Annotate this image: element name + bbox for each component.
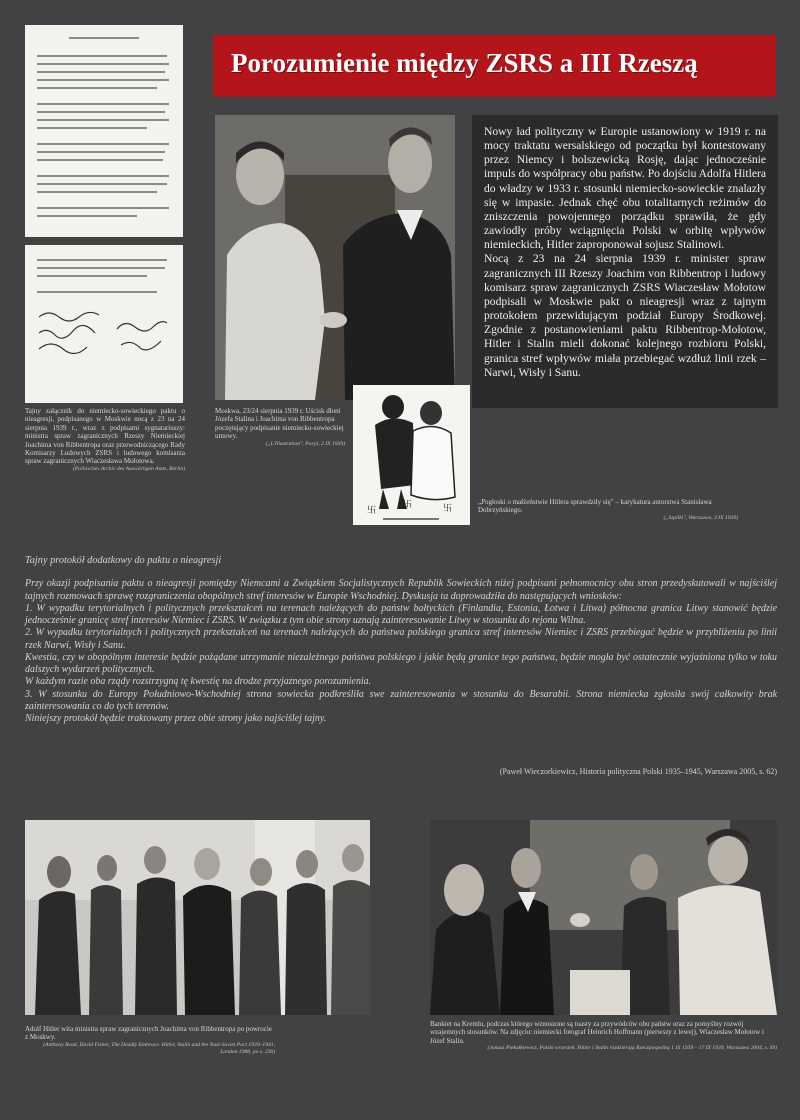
banquet-photo-caption: Bankiet na Kremlu, podczas którego wznoszone są toasty za przywódców obu państw oraz za pomyślny rozwój wzajemnych stosunków. Na zdjęciu: niemiecki fotograf Heinrich Hoffmann (pierwszy z lewej), Wiaczesław Mołotow i Józef Stalin. (Janusz Piekałkiewicz, Polski wrzesień. Hitler i Stalin rozdzierają Rzeczpospolitą 1 IX 1939 – 17 IX 1939, Warszawa 2004, s. 49) <box>430 1020 777 1052</box>
stalin-ribbentrop-handshake-photo <box>215 115 455 400</box>
intro-paragraph-2: Nocą z 23 na 24 sierpnia 1939 r. minister spraw zagranicznych III Rzeszy Joachim von Ribbentrop i ludowy komisarz spraw zagranicznych ZSRS Wiaczesław Mołotow podpisali w Moskwie pakt o nieagresji wraz z tajnym protokołem przewidującym podział Europy Środkowej. Zgodnie z postanowieniami paktu Ribbentrop-Mołotow, Hitler i Stalin mieli dokonać kolejnego rozbioru Polski, granica stref wpływów miała przebiegać wzdłuż linii rzek – Narwi, Wisły i Sanu. <box>484 252 766 379</box>
protocol-paragraph: 1. W wypadku terytorialnych i politycznych przekształceń na terenach należących do państw bałtyckich (Finlandia, Estonia, Łotwa i Litwa) północna granica Litwy stanowić będzie jednocześnie granicę stref interesów Niemiec i ZSRS. W związku z tym obie strony uznają zainteresowanie Litwy w stosunku do rejonu Wilna. <box>25 602 777 626</box>
protocol-paragraph: Niniejszy protokół będzie traktowany przez obie strony jako najściślej tajny. <box>25 713 327 724</box>
protocol-paragraph: Kwestia, czy w obopólnym interesie będzie pożądane utrzymanie niezależnego państwa polskiego i jakie będą granice tego państwa, będzie mogła być ostatecznie wyjaśniona tylko w toku dalszych wydarzeń politycznych. <box>25 651 777 675</box>
protocol-paragraph: 2. W wypadku terytorialnych i politycznych przekształceń na terenach należących do państwa polskiego granica stref interesów Niemiec i ZSRS przebiegać będzie w przybliżeniu po linii rzek Narwi, Wisły i Sanu. <box>25 627 777 651</box>
secret-protocol-page-2-image <box>25 245 183 403</box>
handshake-figures-icon <box>215 115 455 400</box>
kremlin-banquet-photo <box>430 820 777 1015</box>
protocol-paragraph: W każdym razie oba rządy rozstrzygną tę kwestię na drodze przyjaznego porozumienia. <box>25 676 372 688</box>
protocol-citation: (Paweł Wieczorkiewicz, Historia polityczna Polski 1935–1945, Warszawa 2005, s. 62) <box>499 767 777 776</box>
svg-text:卐: 卐 <box>443 504 453 514</box>
cartoon-caption: „Pogłoski o małżeństwie Hitlera sprawdziły się" – karykatura autorstwa Stanisława Dobrzyńskiego. („Szpilki", Warszawa, 3 IX 1939) <box>478 498 738 521</box>
page-title: Porozumienie między ZSRS a III Rzeszą <box>231 48 698 78</box>
protocol-paragraph: Przy okazji podpisania paktu o nieagresji pomiędzy Niemcami a Związkiem Socjalistycznych Republik Sowieckich niżej podpisani pełnomocnicy obu stron przedyskutowali w najściślej tajnych rozmowach sprawę rozgraniczenia obopólnych stref interesów w Europie Wschodniej. Dyskusja ta doprowadziła do następujących wniosków: <box>25 578 777 602</box>
handshake-caption: Moskwa, 23/24 sierpnia 1939 r. Uścisk dłoni Józefa Stalina i Joachima von Ribbentropa poczętujący podpisanie niemiecko-sowieckiej umowy. („L'Illustration", Paryż, 2 IX 1939) <box>215 407 345 447</box>
intro-paragraph-1: Nowy ład polityczny w Europie ustanowiony w 1919 r. na mocy traktatu wersalskiego od początku był kontestowany przez Niemcy i bolszewicką Rosję, dając jednocześnie impuls do współpracy obu państw. Po dojściu Adolfa Hitlera do władzy w 1933 r. stosunki niemiecko-sowieckie znalazły się w impasie. Jednak chęć obu totalitarnych reżimów do zniszczenia powojennego porządku sprawiła, że gdy zawiodły próby wciągnięcia Polski w orbitę wpływów niemieckich, Hitler zaproponował sojusz Stalinowi. <box>484 125 766 252</box>
hitler-ribbentrop-photo <box>25 820 370 1015</box>
hitler-photo-caption: Adolf Hitler wita ministra spraw zagranicznych Joachima von Ribbentropa po powrocie z Moskwy. (Anthony Read, David Fisher, The Deadly Embrace. Hitler, Stalin and the Nazi-Soviet Pact 1939–1941, London 1988, po s. 236) <box>25 1025 275 1055</box>
cartoon-figures-icon <box>353 385 470 525</box>
hitler-group-figures-icon <box>25 820 370 1015</box>
document-caption: Tajny załącznik do niemiecko-sowieckiego paktu o nieagresji, podpisanego w Moskwie nocą z 23 na 24 sierpnia 1939 r., wraz z podpisami sygnatariuszy: ministra spraw zagranicznych Rzeszy Niemieckiej Joachima von Ribbentropa oraz przewodniczącego Rady Komisarzy Ludowych ZSRS i ludowego komisarza spraw zagranicznych Wiaczesława Mołotowa. (Politisches Archiv des Auswärtigen Amts, Berlin) <box>25 407 185 472</box>
secret-protocol-text <box>25 555 777 725</box>
banquet-figures-icon <box>430 820 777 1015</box>
secret-protocol-page-1-image <box>25 25 183 237</box>
protocol-heading: Tajny protokół dodatkowy do paktu o nieagresji <box>25 555 222 566</box>
dobrzynski-cartoon-image <box>353 385 470 525</box>
title-bar <box>213 35 776 97</box>
svg-text:卐: 卐 <box>367 506 377 516</box>
protocol-paragraph: 3. W stosunku do Europy Południowo-Wschodniej strona sowiecka podkreśliła swe zainteresowania w stosunku do Besarabii. Strona niemiecka zgłosiła swój całkowity brak zainteresowania co do tych terenów. <box>25 688 777 712</box>
intro-text-box <box>472 115 778 408</box>
signatures-icon <box>25 245 183 403</box>
svg-text:卐: 卐 <box>403 500 413 510</box>
